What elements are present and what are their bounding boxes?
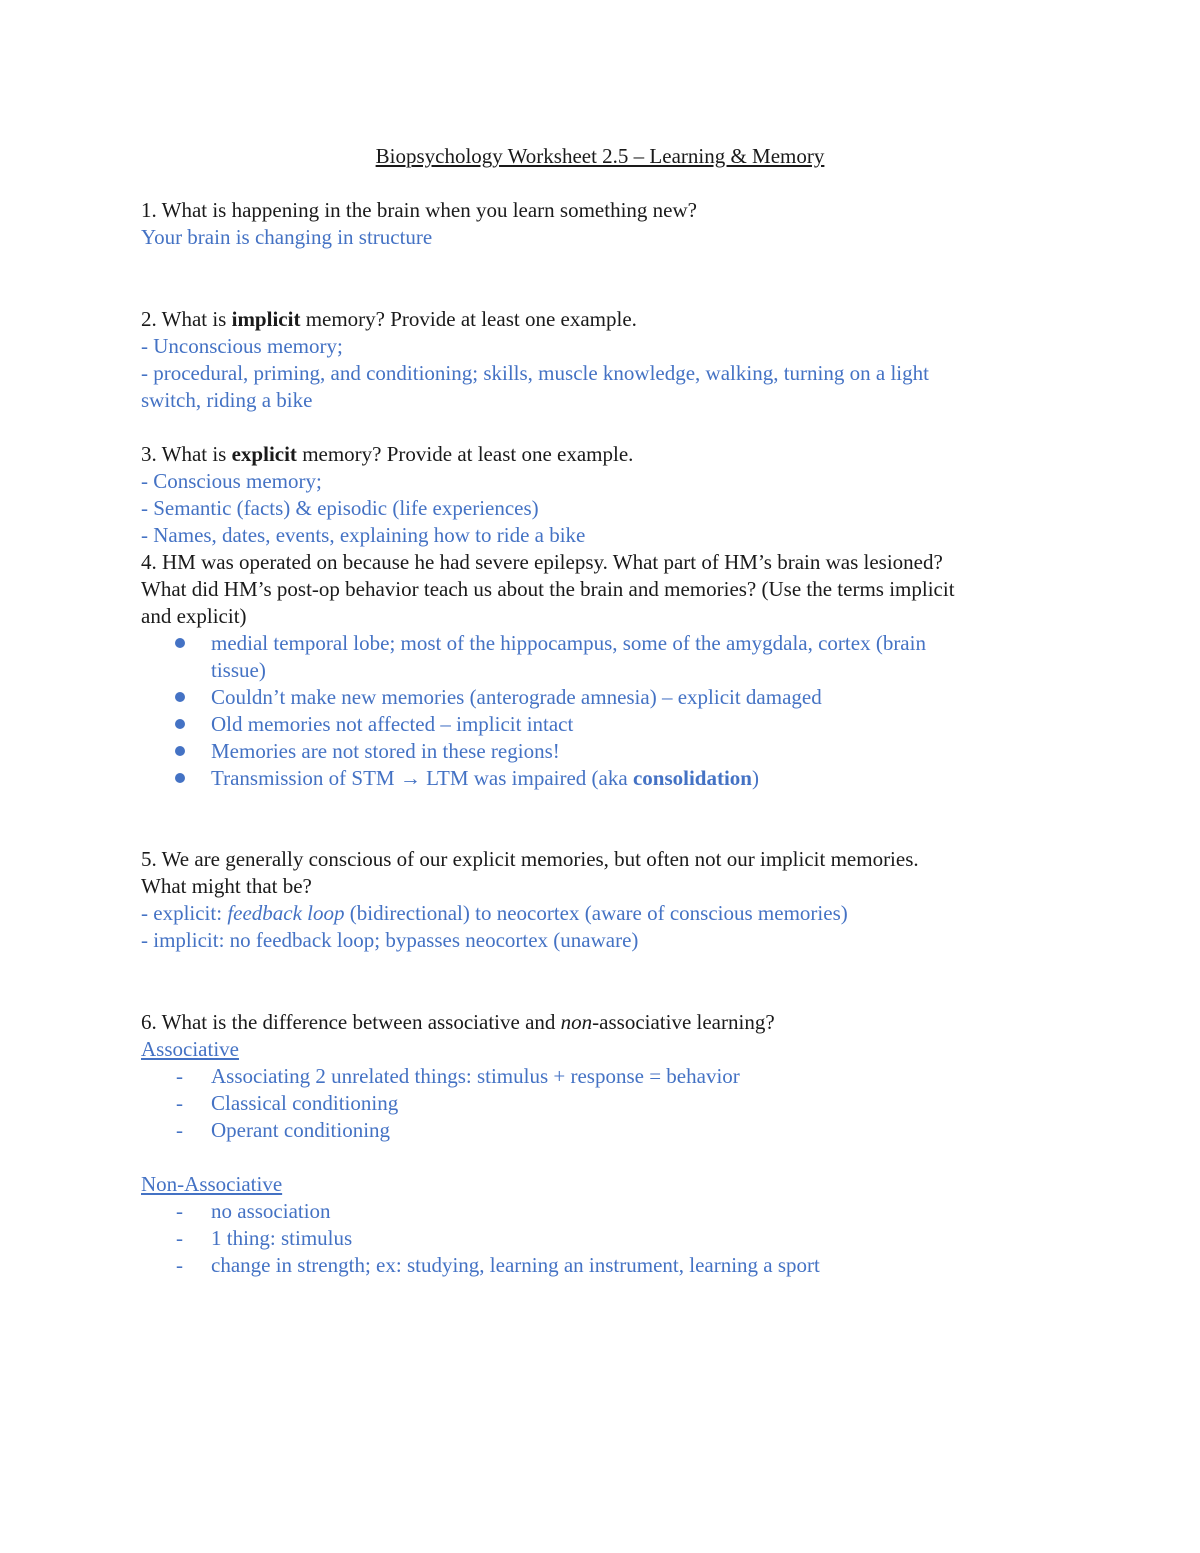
question-6: 6. What is the difference between associative and non-associative learning? (141, 1010, 775, 1034)
associative-item: Classical conditioning (211, 1091, 399, 1115)
answer-5-line: - implicit: no feedback loop; bypasses neocortex (unaware) (141, 928, 639, 952)
question-4-line: and explicit) (141, 604, 247, 628)
arrow-right-icon: → (399, 766, 421, 790)
answer-3-line: - Names, dates, events, explaining how to ride a bike (141, 523, 586, 547)
associative-item: Associating 2 unrelated things: stimulus + response = behavior (211, 1064, 740, 1088)
dash-marker: - (176, 1226, 183, 1250)
non-associative-item: no association (211, 1199, 331, 1223)
question-4-line: What did HM’s post-op behavior teach us about the brain and memories? (Use the terms implicit (141, 577, 955, 601)
answer-4-bullet: Transmission of STM → LTM was impaired (aka consolidation) (211, 766, 759, 790)
bullet-icon (175, 746, 185, 756)
bullet-icon (175, 719, 185, 729)
answer-4-bullet-cont: tissue) (211, 658, 266, 682)
answer-1: Your brain is changing in structure (141, 225, 433, 249)
answer-4-bullet: Couldn’t make new memories (anterograde amnesia) – explicit damaged (211, 685, 822, 709)
associative-item: Operant conditioning (211, 1118, 391, 1142)
question-2: 2. What is implicit memory? Provide at least one example. (141, 307, 637, 331)
answer-3-line: - Semantic (facts) & episodic (life experiences) (141, 496, 539, 520)
answer-2-line: switch, riding a bike (141, 388, 313, 412)
non-associative-item: 1 thing: stimulus (211, 1226, 353, 1250)
answer-4-bullet: Old memories not affected – implicit intact (211, 712, 574, 736)
question-4-line: 4. HM was operated on because he had severe epilepsy. What part of HM’s brain was lesioned? (141, 550, 943, 574)
page-title: Biopsychology Worksheet 2.5 – Learning & Memory (375, 144, 825, 168)
dash-marker: - (176, 1253, 183, 1277)
bullet-icon (175, 692, 185, 702)
answer-5-line: - explicit: feedback loop (bidirectional) to neocortex (aware of conscious memories) (141, 901, 848, 925)
answer-2-line: - Unconscious memory; (141, 334, 343, 358)
answer-4-bullet: Memories are not stored in these regions! (211, 739, 560, 763)
bullet-icon (175, 638, 185, 648)
non-associative-item: change in strength; ex: studying, learning an instrument, learning a sport (211, 1253, 820, 1277)
question-1: 1. What is happening in the brain when you learn something new? (141, 198, 697, 222)
dash-marker: - (176, 1199, 183, 1223)
answer-4-bullet: medial temporal lobe; most of the hippocampus, some of the amygdala, cortex (brain (211, 631, 926, 655)
dash-marker: - (176, 1064, 183, 1088)
dash-marker: - (176, 1118, 183, 1142)
question-5-line: 5. We are generally conscious of our explicit memories, but often not our implicit memories. (141, 847, 919, 871)
question-3: 3. What is explicit memory? Provide at least one example. (141, 442, 634, 466)
bullet-icon (175, 773, 185, 783)
dash-marker: - (176, 1091, 183, 1115)
question-5-line: What might that be? (141, 874, 312, 898)
answer-2-line: - procedural, priming, and conditioning; skills, muscle knowledge, walking, turning on a light (141, 361, 929, 385)
answer-3-line: - Conscious memory; (141, 469, 322, 493)
non-associative-heading: Non-Associative (141, 1172, 283, 1196)
associative-heading: Associative (141, 1037, 239, 1061)
